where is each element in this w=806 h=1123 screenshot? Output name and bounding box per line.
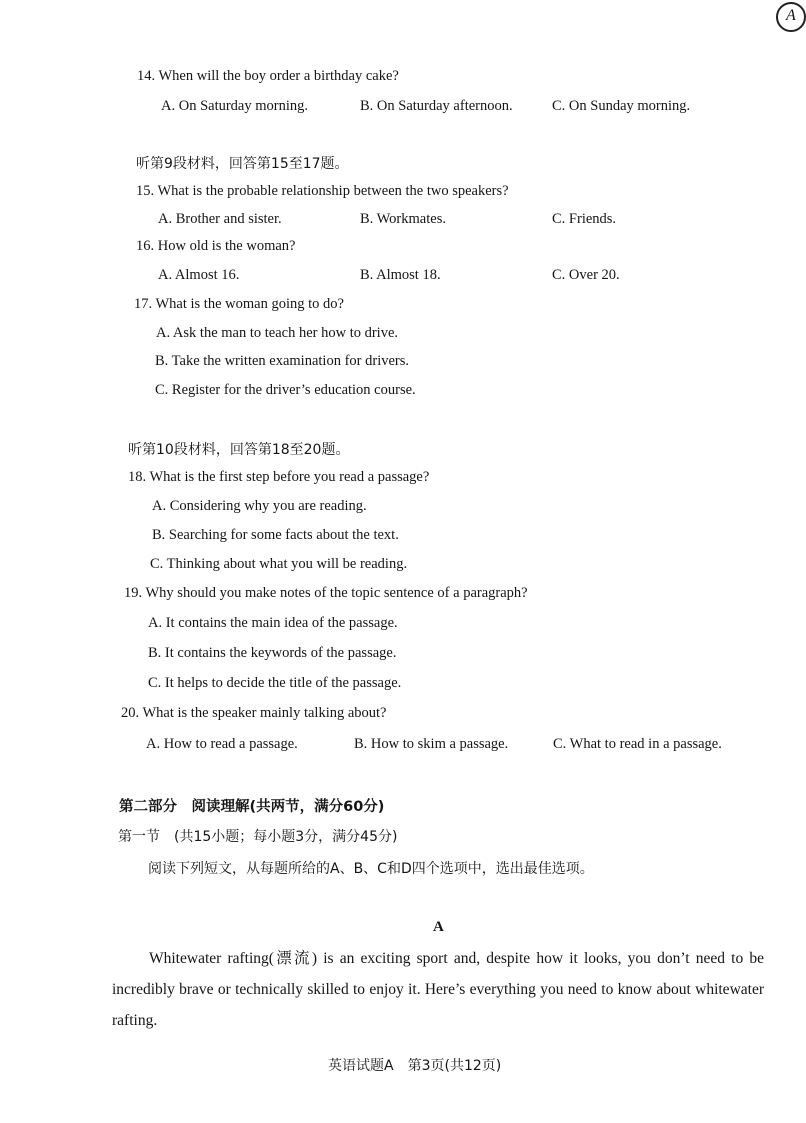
question-20-options <box>0 736 794 756</box>
section-10-instruction: 听第10段材料，回答第18至20题。 <box>128 442 350 458</box>
question-19-option-a: A. It contains the main idea of the passage. <box>148 615 398 631</box>
question-16-options <box>0 267 794 287</box>
question-20-stem: 20. What is the speaker mainly talking about? <box>121 705 387 721</box>
paper-version-letter: A <box>786 7 796 24</box>
page-footer: 英语试题A 第3页(共12页) <box>328 1058 502 1074</box>
question-20-option-b: B. How to skim a passage. <box>354 736 509 752</box>
question-18-option-b: B. Searching for some facts about the text. <box>152 527 399 543</box>
question-15-option-c: C. Friends. <box>552 211 617 227</box>
question-17-option-b: B. Take the written examination for drivers. <box>155 353 410 369</box>
passage-a-text: Whitewater rafting(漂流) is an exciting sport and, despite how it looks, you don’t need to be incredibly brave or technically skilled to enjoy it. Here’s everything you need to know about whitewater rafting. <box>112 950 764 1029</box>
question-18-option-a: A. Considering why you are reading. <box>152 498 367 514</box>
question-15-stem: 15. What is the probable relationship between the two speakers? <box>136 183 509 199</box>
question-14-option-c: C. On Sunday morning. <box>552 98 691 114</box>
question-16-option-c: C. Over 20. <box>552 267 620 283</box>
question-19-option-b: B. It contains the keywords of the passage. <box>148 645 397 661</box>
reading-instruction: 阅读下列短文，从每题所给的A、B、C和D四个选项中，选出最佳选项。 <box>148 861 594 877</box>
question-16-option-a: A. Almost 16. <box>158 267 240 283</box>
question-16-option-b: B. Almost 18. <box>360 267 441 283</box>
question-15-options <box>0 211 794 231</box>
part-2-heading: 第二部分 阅读理解(共两节，满分60分) <box>119 799 385 815</box>
question-14-option-a: A. On Saturday morning. <box>161 98 308 114</box>
question-14-options <box>0 98 794 118</box>
question-19-option-c: C. It helps to decide the title of the passage. <box>148 675 402 691</box>
section-9-instruction: 听第9段材料，回答第15至17题。 <box>136 156 349 172</box>
question-15-option-b: B. Workmates. <box>360 211 446 227</box>
question-18-option-c: C. Thinking about what you will be reading. <box>150 556 408 572</box>
question-16-stem: 16. How old is the woman? <box>136 238 296 254</box>
question-17-option-c: C. Register for the driver’s education course. <box>155 382 416 398</box>
question-20-option-a: A. How to read a passage. <box>146 736 298 752</box>
question-20-option-c: C. What to read in a passage. <box>553 736 722 752</box>
section-1-heading: 第一节 (共15小题；每小题3分，满分45分) <box>118 829 398 845</box>
question-19-stem: 19. Why should you make notes of the topic sentence of a paragraph? <box>124 585 528 601</box>
question-17-stem: 17. What is the woman going to do? <box>134 296 344 312</box>
question-14-stem: 14. When will the boy order a birthday cake? <box>137 68 399 84</box>
question-15-option-a: A. Brother and sister. <box>158 211 282 227</box>
question-17-option-a: A. Ask the man to teach her how to drive. <box>156 325 399 341</box>
paper-version-mark <box>776 2 806 32</box>
question-18-stem: 18. What is the first step before you read a passage? <box>128 469 430 485</box>
question-14-option-b: B. On Saturday afternoon. <box>360 98 513 114</box>
passage-label: A <box>433 919 444 935</box>
